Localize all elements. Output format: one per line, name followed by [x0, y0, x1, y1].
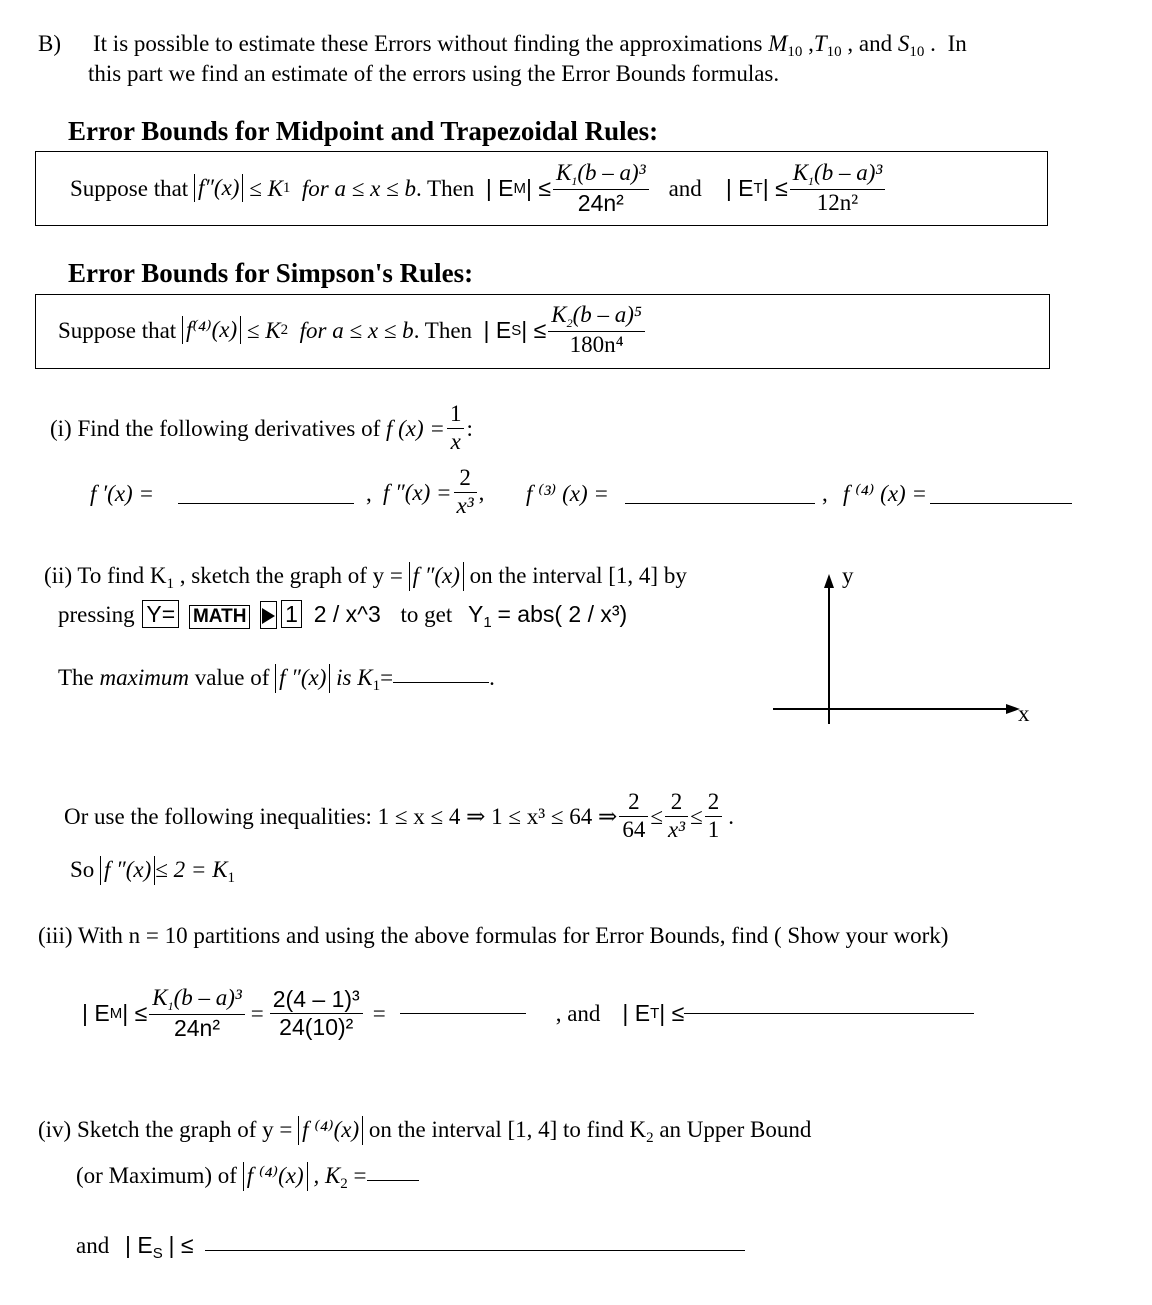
f4-answer-blank[interactable] — [930, 502, 1072, 504]
part-b-line1 — [93, 32, 967, 60]
part-iii-num2: 2(4 – 1)³ — [270, 987, 363, 1013]
part-i-label: (i) Find the following derivatives of — [50, 415, 381, 441]
key-y-equals[interactable]: Y= — [142, 600, 179, 628]
f3-comma: , — [822, 481, 828, 506]
box1-f2-abs: f″(x) — [194, 174, 244, 203]
f2-label: f ″(x) = — [383, 479, 452, 505]
inequality-conclusion — [70, 856, 235, 886]
part-ii-f2-abs: f ″(x) — [409, 562, 464, 591]
box1-and: and — [668, 175, 702, 201]
part-iii-and: , and — [555, 1000, 601, 1026]
ineq-f2-abs: f ″(x) — [100, 856, 155, 885]
part-b-line2: this part we find an estimate of the errors using the Error Bounds formulas. — [88, 61, 780, 86]
part-i-fraction — [447, 402, 465, 453]
ineq-k-sub: 1 — [227, 870, 236, 886]
inequality-line — [64, 786, 734, 846]
part-iii-em: | E — [82, 999, 110, 1026]
part-ii-to-get: to get — [400, 602, 453, 627]
part-ii-expr: 2 / x^3 — [313, 601, 381, 627]
ineq-num-1: 2 — [619, 790, 648, 816]
part-iii-num-ksub: 1 — [167, 999, 174, 1014]
box1-em: | E — [485, 174, 514, 201]
part-ii-max-f2-abs: f ″(x) — [275, 664, 330, 693]
box2-den: 180n⁴ — [569, 331, 624, 357]
part-iii-num-k: K — [152, 985, 168, 1011]
trapezoidal-bound-fraction — [790, 161, 886, 215]
part-iv-text-b: on the interval [1, 4] to find K — [368, 1117, 647, 1142]
part-ii-k-sub: 1 — [166, 576, 175, 592]
part-iv-text-d: (or Maximum) of — [76, 1163, 237, 1188]
f2-num: 2 — [454, 466, 477, 492]
simpson-bound-fraction — [548, 303, 645, 357]
part-i-colon: : — [466, 415, 473, 441]
approx-t-sub: 10 — [826, 44, 842, 60]
approx-m-sub: 10 — [787, 44, 803, 60]
ineq-le-2: ≤ — [690, 803, 703, 829]
f4-label: f ⁽⁴⁾ (x) = — [843, 481, 927, 506]
part-iii-m-sub: M — [109, 1004, 123, 1022]
approx-s-sub: 10 — [909, 44, 925, 60]
box2-le-k: ≤ K — [246, 317, 281, 343]
part-b-label: B) — [38, 31, 61, 56]
approx-comma-2: , — [847, 31, 854, 56]
box1-t-sub: T — [753, 179, 763, 197]
box1-et: | E — [725, 174, 754, 201]
part-i-fx: f (x) = — [386, 415, 445, 441]
part-ii-max-b: maximum — [99, 665, 189, 690]
ineq-den-x3: x³ — [667, 816, 686, 842]
f2-expression: f ″(x) = $\frac{2}{\text{x³}}$ , — [383, 465, 485, 518]
box1-suppose: Suppose that — [70, 175, 189, 201]
approx-t: T — [813, 31, 827, 56]
part-i-num: 1 — [447, 402, 465, 428]
ineq-den-1: 1 — [707, 816, 720, 842]
part-ii-max-c: value of — [194, 665, 270, 690]
box1-m-num-k: K — [556, 160, 572, 186]
part-ii-y1: Y — [468, 601, 484, 627]
box1-k-sub: 1 — [282, 179, 291, 196]
ineq-frac-x3 — [665, 790, 688, 841]
ineq-frac-1 — [705, 790, 723, 841]
simpson-heading: Error Bounds for Simpson's Rules: — [68, 258, 474, 288]
box1-m-num-rest: (b – a)³ — [577, 160, 646, 186]
part-iii-den: 24n² — [173, 1014, 221, 1041]
part-ii-pressing: pressing — [58, 602, 135, 627]
et-answer-blank[interactable] — [684, 1012, 974, 1014]
part-iv-es-line — [76, 1234, 745, 1261]
part-iii-em-le: | ≤ — [122, 999, 148, 1026]
approx-m: M — [768, 31, 788, 56]
y-axis-arrow-icon — [824, 574, 834, 588]
box2-range: for a ≤ x ≤ b — [299, 317, 414, 343]
box1-t-den: 12n² — [816, 189, 859, 215]
box2-es-le: | ≤ — [521, 316, 547, 343]
part-iv-text-c: an Upper Bound — [659, 1117, 812, 1142]
box1-then: . Then — [415, 175, 475, 201]
ineq-conclusion-text: ≤ 2 = K — [155, 857, 228, 882]
part-iv-es: | E — [124, 1232, 153, 1258]
part-iv-f4-abs: f ⁽⁴⁾(x) — [298, 1116, 363, 1145]
f2-den: x³ — [456, 492, 474, 518]
part-ii-text-c: on the interval [1, 4] by — [469, 563, 687, 588]
part-iii-et: | E — [622, 999, 651, 1026]
approx-and: and — [858, 31, 893, 56]
es-answer-blank[interactable] — [205, 1249, 745, 1251]
box1-t-num-ksub: 1 — [808, 174, 815, 189]
part-iii-formula-fraction — [149, 986, 245, 1040]
midpoint-trapezoidal-heading: Error Bounds for Midpoint and Trapezoidal Rules: — [68, 116, 659, 146]
part-iv-eq: = — [353, 1163, 367, 1188]
ineq-le-1: ≤ — [650, 803, 663, 829]
f3-label: f ⁽³⁾ (x) = — [526, 481, 609, 506]
midpoint-bound-fraction — [553, 161, 649, 215]
sketch-axes — [768, 563, 1048, 736]
part-iv-k-sub: 2 — [646, 1130, 654, 1146]
inequality-text: Or use the following inequalities: 1 ≤ x ≤ 4 ⇒ 1 ≤ x³ ≤ 64 ⇒ — [64, 803, 618, 829]
key-arrow-right[interactable] — [260, 601, 277, 629]
part-iii-em-work — [82, 982, 974, 1044]
f1-answer-blank[interactable] — [178, 502, 354, 504]
part-ii-text-a: (ii) To find K — [44, 563, 167, 588]
part-iii-t-sub: T — [650, 1004, 660, 1022]
part-ii-max-d: is K — [336, 665, 373, 690]
box2-f4-abs: f⁽⁴⁾(x) — [182, 316, 241, 345]
part-iv-text-e: , K — [313, 1163, 341, 1188]
part-iii-eq2: = — [372, 1000, 386, 1026]
k2-answer-blank[interactable] — [367, 1179, 419, 1181]
part-iv-es-le: | ≤ — [168, 1232, 194, 1258]
part-ii-y1-sub: 1 — [483, 614, 492, 631]
box2-num-rest: (b – a)⁵ — [572, 302, 642, 328]
f2-fraction — [454, 466, 477, 517]
box1-m-num-ksub: 1 — [571, 174, 578, 189]
k1-answer-blank[interactable] — [393, 681, 489, 683]
part-iii-sub-fraction — [270, 987, 363, 1038]
part-iii-num-rest: (b – a)³ — [173, 985, 242, 1011]
box2-k-sub: 2 — [280, 321, 289, 338]
part-iv-s-sub: S — [152, 1245, 163, 1262]
part-iv-and: and — [76, 1233, 110, 1258]
box1-em-le: | ≤ — [526, 174, 552, 201]
box1-range: for a ≤ x ≤ b — [301, 175, 416, 201]
simpson-formula — [58, 297, 647, 363]
ineq-period: . — [728, 803, 734, 829]
part-iv-f4-abs-2: f ⁽⁴⁾(x) — [243, 1162, 308, 1191]
box1-t-num-rest: (b – a)³ — [814, 160, 883, 186]
key-one[interactable]: 1 — [281, 600, 302, 628]
midpoint-trapezoidal-formula — [70, 155, 887, 221]
box1-et-le: | ≤ — [762, 174, 788, 201]
part-iii-den2: 24(10)² — [279, 1013, 354, 1040]
ineq-frac-64 — [619, 790, 648, 841]
part-iii-eq1: = — [250, 1000, 264, 1026]
part-b-in: In — [947, 31, 967, 56]
part-i-line — [50, 398, 473, 458]
box1-t-num-k: K — [792, 160, 809, 186]
part-iii-heading: (iii) With n = 10 partitions and using the above formulas for Error Bounds, find ( Show your work) — [38, 923, 949, 948]
part-ii-line1 — [44, 562, 687, 592]
f1-comma: , — [366, 481, 372, 506]
ineq-so: So — [70, 857, 95, 882]
box1-m-sub: M — [513, 179, 527, 197]
f3-answer-blank[interactable] — [625, 502, 815, 504]
axis-y-label: y — [842, 563, 854, 588]
ineq-num-2: 2 — [665, 790, 688, 816]
axis-x-label: x — [1018, 701, 1030, 726]
em-answer-blank[interactable] — [400, 1012, 526, 1014]
box2-s-sub: S — [511, 321, 522, 339]
box2-es: | E — [483, 316, 512, 343]
part-b-line1-text: It is possible to estimate these Errors without finding the approximations — [93, 31, 763, 56]
part-iv-k2-sub: 2 — [340, 1176, 348, 1192]
key-math[interactable]: MATH — [189, 605, 250, 629]
box2-then: . Then — [413, 317, 473, 343]
part-ii-max-line: The maximum value of f ″(x) is $K_1=$ . — [58, 665, 495, 694]
box2-num-ksub: 2 — [566, 316, 573, 331]
arrow-right-icon — [262, 608, 275, 624]
f1-label: f ′(x) = — [90, 481, 154, 506]
part-ii-line2 — [58, 600, 627, 630]
box2-num-k: K — [551, 302, 567, 328]
ineq-den-64: 64 — [622, 816, 646, 842]
ineq-num-3: 2 — [705, 790, 723, 816]
box2-suppose: Suppose that — [58, 317, 177, 343]
part-ii-max-a: The — [58, 665, 94, 690]
part-iv-text-a: (iv) Sketch the graph of y = — [38, 1117, 293, 1142]
part-iv-line1 — [38, 1116, 811, 1146]
part-iv-line2 — [76, 1162, 419, 1192]
part-ii-y1-expr: = abs( 2 / x³) — [497, 601, 628, 627]
part-ii-text-b: , sketch the graph of y = — [179, 563, 403, 588]
box1-m-den: 24n² — [577, 189, 624, 216]
part-ii-max-k-sub: 1 — [372, 678, 381, 694]
box1-le-k: ≤ K — [249, 175, 283, 201]
approx-comma: , — [808, 31, 814, 56]
approx-period: . — [930, 31, 936, 56]
approx-s: S — [897, 31, 910, 56]
part-i-den: x — [450, 428, 461, 454]
part-iii-et-le: | ≤ — [659, 999, 685, 1026]
